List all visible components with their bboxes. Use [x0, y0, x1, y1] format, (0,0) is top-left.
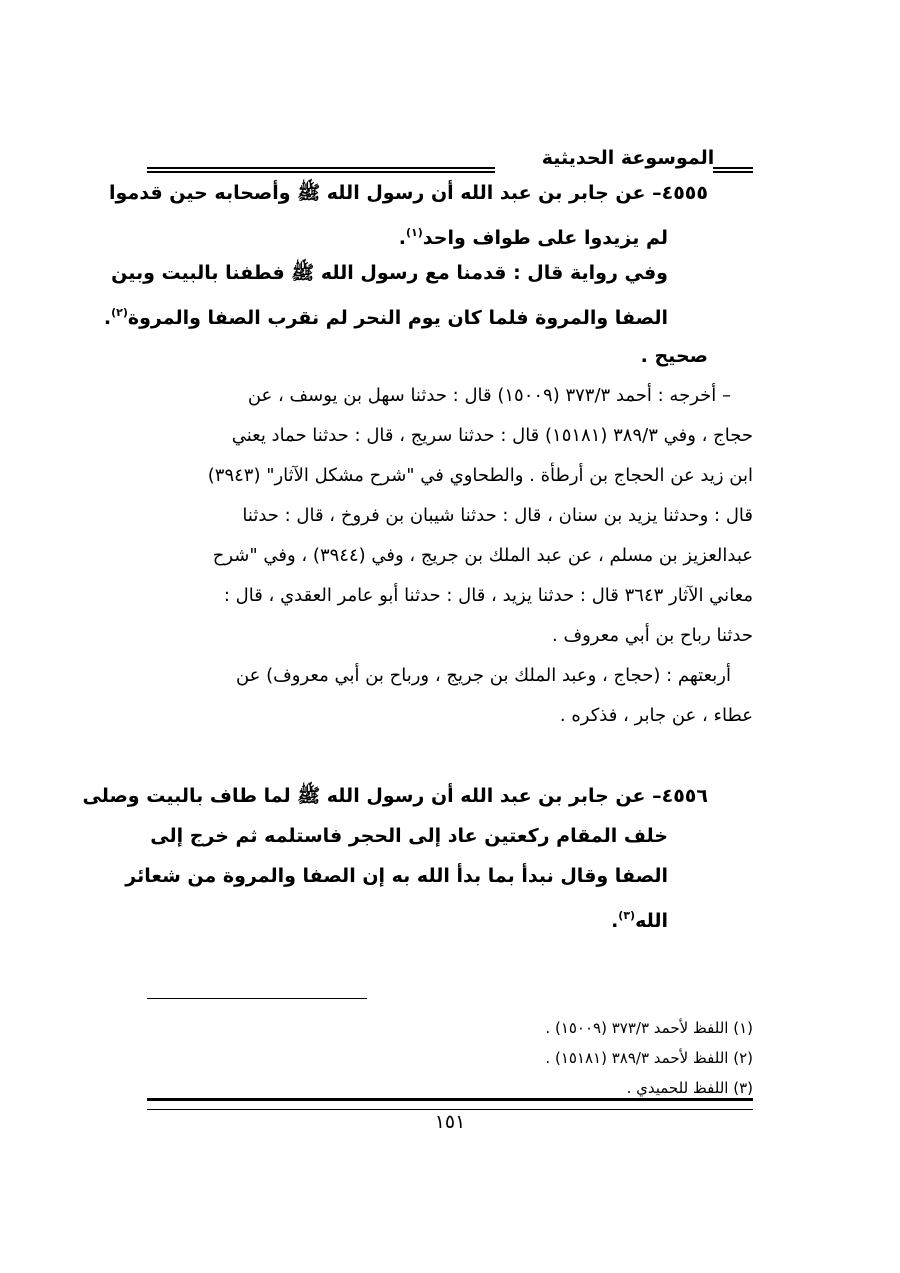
footer-rule	[147, 1098, 753, 1110]
hadith-line: الله$^{(٣)}$.	[611, 909, 668, 932]
hadith-line: الصفا وقال نبدأ بما بدأ الله به إن الصفا والمروة من شعائر	[125, 865, 668, 887]
hadith-line: خلف المقام ركعتين عاد إلى الحجر فاستلمه ثم خرج إلى	[150, 825, 668, 847]
footnote-2: (٢) اللفظ لأحمد ٣٨٩/٣ (١٥١٨١) .	[545, 1049, 753, 1067]
hadith-4555	[109, 173, 753, 253]
takhrij-line: حدثنا رباح بن أبي معروف .	[552, 625, 753, 646]
footnote-marker[interactable]: (٣)	[618, 909, 636, 922]
footnote-1: (١) اللفظ لأحمد ٣٧٣/٣ (١٥٠٠٩) .	[545, 1019, 753, 1037]
takhrij-line: عبدالعزيز بن مسلم ، عن عبد الملك بن جريج ، وفي (٣٩٤٤) ، وفي "شرح	[212, 545, 753, 566]
footnote-marker[interactable]: (٢)	[111, 306, 128, 319]
hadith-4555-variant	[103, 253, 753, 333]
page-number: ١٥١	[434, 1111, 466, 1133]
hadith-line: لم يزيدوا على طواف واحد$^{(١)}$.	[398, 226, 668, 249]
takhrij-line: أربعتهم : (حجاج ، وعبد الملك بن جريج ، ورباح بن أبي معروف) عن	[235, 665, 731, 686]
footnote-separator	[147, 998, 367, 999]
hadith-line: وفي رواية قال : قدمنا مع رسول الله ﷺ فطفنا بالبيت وبين	[111, 262, 668, 284]
takhrij-line: ابن زيد عن الحجاج بن أرطأة . والطحاوي في "شرح مشكل الآثار" (٣٩٤٣)	[207, 465, 753, 486]
takhrij-line: عطاء ، عن جابر ، فذكره .	[559, 705, 753, 726]
header-title: الموسوعة الحديثية	[541, 147, 715, 169]
takhrij-line: حجاج ، وفي ٣٨٩/٣ (١٥١٨١) قال : حدثنا سريج ، قال : حدثنا حماد يعني	[231, 425, 753, 446]
hadith-4556	[82, 776, 753, 936]
takhrij-line: قال : وحدثنا يزيد بن سنان ، قال : حدثنا شيبان بن فروخ ، قال : حدثنا	[242, 505, 753, 526]
footnote-marker[interactable]: (١)	[406, 226, 423, 239]
takhrij-summary	[147, 656, 753, 736]
grade	[147, 336, 753, 376]
hadith-line: ٤٥٥٦– عن جابر بن عبد الله أن رسول الله ﷺ لما طاف بالبيت وصلى	[82, 785, 708, 807]
hadith-line: ٤٥٥٥– عن جابر بن عبد الله أن رسول الله ﷺ وأصحابه حين قدموا	[109, 182, 708, 204]
takhrij-paragraph	[147, 376, 753, 656]
book-page	[82, 128, 753, 1248]
takhrij-line: – أخرجه : أحمد ٣٧٣/٣ (١٥٠٠٩) قال : حدثنا سهل بن يوسف ، عن	[247, 385, 731, 406]
grade-label: صحيح .	[640, 345, 708, 367]
footnotes	[147, 1013, 753, 1103]
running-header	[147, 143, 753, 173]
footnote-3: (٣) اللفظ للحميدي .	[626, 1079, 753, 1097]
hadith-line: الصفا والمروة فلما كان يوم النحر لم نقرب الصفا والمروة$^{(٢)}$.	[103, 306, 668, 329]
takhrij-line: معاني الآثار ٣٦٤٣ قال : حدثنا يزيد ، قال : حدثنا أبو عامر العقدي ، قال :	[223, 585, 753, 606]
